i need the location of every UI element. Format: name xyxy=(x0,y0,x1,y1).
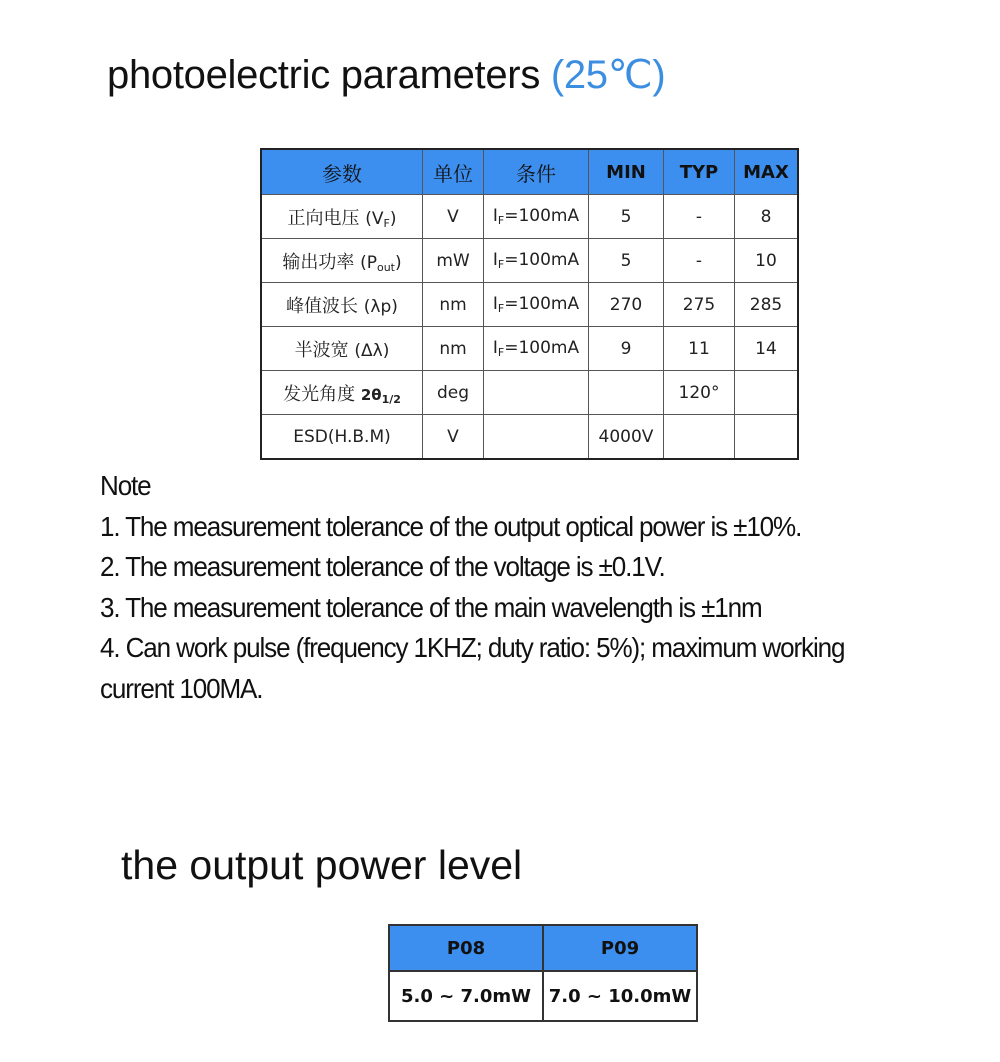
param-symbol: (Δλ) xyxy=(354,340,390,361)
typ-cell: 275 xyxy=(664,283,735,327)
param-symbol: $(V_F)$ xyxy=(365,208,397,230)
param-cell xyxy=(261,239,423,283)
min-cell: 9 xyxy=(589,327,664,371)
power-value-row xyxy=(389,971,697,1021)
param-name: 输出功率 xyxy=(282,251,355,273)
note-item: 2. The measurement tolerance of the voltage is ±0.1V. xyxy=(100,551,665,582)
condition-cell xyxy=(484,371,589,415)
max-cell xyxy=(735,415,799,460)
unit-cell: V xyxy=(423,415,484,460)
min-cell: 270 xyxy=(589,283,664,327)
page-title xyxy=(107,52,665,98)
min-cell: 5 xyxy=(589,239,664,283)
header-condition: 条件 xyxy=(484,149,589,195)
max-cell: 14 xyxy=(735,327,799,371)
power-value-p09: 7.0 ~ 10.0mW xyxy=(543,971,697,1021)
table-row xyxy=(261,415,798,460)
max-cell: 10 xyxy=(735,239,799,283)
condition-cell: $I_F=100mA$ xyxy=(484,327,589,371)
table-row xyxy=(261,327,798,371)
parameters-header-row xyxy=(261,149,798,195)
header-param: 参数 xyxy=(261,149,423,195)
power-header-p09: P09 xyxy=(543,925,697,971)
param-name: 正向电压 xyxy=(287,207,360,229)
power-value-p08: 5.0 ~ 7.0mW xyxy=(389,971,543,1021)
unit-cell: V xyxy=(423,195,484,239)
table-row xyxy=(261,195,798,239)
parameters-table xyxy=(260,148,799,460)
min-cell: 5 xyxy=(589,195,664,239)
param-name: 半波宽 xyxy=(294,339,349,361)
typ-cell xyxy=(664,415,735,460)
param-symbol: $2\theta_{1/2}$ xyxy=(360,385,401,406)
header-min: MIN xyxy=(589,149,664,195)
max-cell xyxy=(735,371,799,415)
typ-cell: 120° xyxy=(664,371,735,415)
header-max: MAX xyxy=(735,149,799,195)
condition-cell: $I_F=100mA$ xyxy=(484,239,589,283)
condition-cell: $I_F=100mA$ xyxy=(484,283,589,327)
typ-cell: - xyxy=(664,239,735,283)
notes-heading: Note xyxy=(100,470,151,501)
power-level-table xyxy=(388,924,698,1022)
unit-cell: deg xyxy=(423,371,484,415)
min-cell xyxy=(589,371,664,415)
unit-cell: nm xyxy=(423,327,484,371)
param-cell xyxy=(261,283,423,327)
typ-cell: - xyxy=(664,195,735,239)
condition-cell xyxy=(484,415,589,460)
power-header-p08: P08 xyxy=(389,925,543,971)
param-cell xyxy=(261,195,423,239)
param-symbol: (λp) xyxy=(363,296,398,317)
table-row xyxy=(261,283,798,327)
header-typ: TYP xyxy=(664,149,735,195)
param-cell xyxy=(261,327,423,371)
notes-section xyxy=(100,466,900,709)
typ-cell: 11 xyxy=(664,327,735,371)
max-cell: 8 xyxy=(735,195,799,239)
param-cell: ESD(H.B.M) xyxy=(261,415,423,460)
page-title-main: photoelectric parameters xyxy=(107,53,541,97)
unit-cell: nm xyxy=(423,283,484,327)
param-name: 峰值波长 xyxy=(286,295,359,317)
power-header-row xyxy=(389,925,697,971)
unit-cell: mW xyxy=(423,239,484,283)
note-item: 3. The measurement tolerance of the main wavelength is ±1nm xyxy=(100,591,762,623)
page-title-temperature: (25℃) xyxy=(550,53,666,97)
param-cell xyxy=(261,371,423,415)
table-row xyxy=(261,371,798,415)
condition-cell: $I_F=100mA$ xyxy=(484,195,589,239)
table-row xyxy=(261,239,798,283)
note-item: 4. Can work pulse (frequency 1KHZ; duty ratio: 5%); maximum working current 100MA. xyxy=(100,632,845,704)
min-cell: 4000V xyxy=(589,415,664,460)
header-unit: 单位 xyxy=(423,149,484,195)
param-symbol: $(P_{out})$ xyxy=(360,252,402,274)
note-item: 1. The measurement tolerance of the output optical power is ±10%. xyxy=(100,510,802,542)
max-cell: 285 xyxy=(735,283,799,327)
param-name: 发光角度 xyxy=(283,383,356,405)
power-level-title: the output power level xyxy=(121,842,523,888)
